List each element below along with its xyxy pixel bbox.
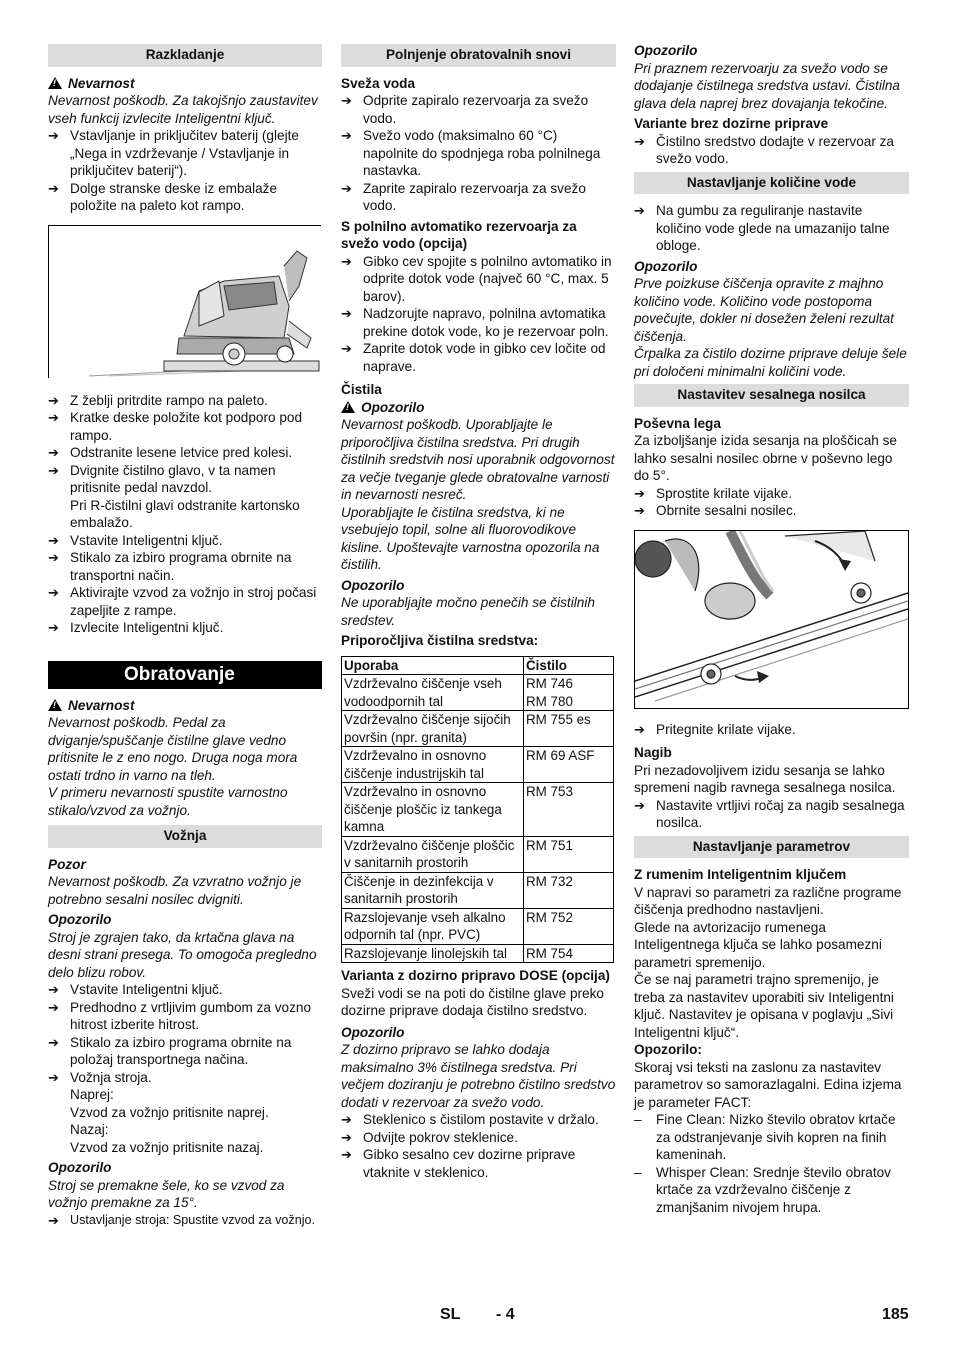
step: ➔ Odstranite lesene letvice pred kolesi. <box>48 444 322 462</box>
note-text: Črpalka za čistilo dozirne priprave deluje šele pri določeni minimalni količini vode. <box>634 346 907 379</box>
step: ➔ Pritegnite krilate vijake. <box>634 721 909 739</box>
step: ➔ Dolge stranske deske iz embalaže položite na paleto kot rampo. <box>48 180 322 215</box>
table-row <box>342 908 614 944</box>
step: ➔ Čistilno sredstvo dodajte v rezervoar za svežo vodo. <box>634 133 909 168</box>
table-cell: Vzdrževalno čiščenje ploščic v sanitarnih prostorih <box>342 836 524 872</box>
step: ➔ Nadzorujte napravo, polnilna avtomatika prekine dotok vode, ko je rezervoar poln. <box>341 305 616 340</box>
table-cell: RM 755 es <box>524 711 614 747</box>
step: ➔ Stikalo za izbiro programa obrnite na položaj transportnega načina. <box>48 1034 322 1069</box>
step: ➔ Obrnite sesalni nosilec. <box>634 502 909 520</box>
paragraph: Skoraj vsi teksti na zaslonu za nastavitev parametrov so samorazlagalni. Edina izjema je parameter FACT: <box>634 1059 902 1110</box>
step: ➔ Svežo vodo (maksimalno 60 °C) napolnite do spodnjega roba polnilnega nastavka. <box>341 127 616 180</box>
note-text: Ne uporabljajte močno penečih se čistilnih sredstev. <box>341 595 595 628</box>
danger-label: !Nevarnost <box>48 75 322 93</box>
table-cell: RM 69 ASF <box>524 747 614 783</box>
section-heading-razkladanje: Razkladanje <box>48 44 322 67</box>
section-heading-kolicina-vode: Nastavljanje količine vode <box>634 172 909 195</box>
machine-on-ramp-figure <box>48 225 321 378</box>
table-row <box>342 675 614 711</box>
step: ➔ Kratke deske položite kot podporo pod rampo. <box>48 409 322 444</box>
step: ➔ Steklenico s čistilom postavite v držalo. <box>341 1111 616 1129</box>
note-text: Pri praznem rezervoarju za svežo vodo se dodajanje čistilnega sredstva ustavi. Čistilna glava dela naprej brez dovajanja tekočine. <box>634 60 900 111</box>
danger-label: !Nevarnost <box>48 697 322 715</box>
warning-text: Nevarnost poškodb. Uporabljajte le priporočljiva čistilna sredstva. Pri drugih čistilnih sredstvih nosi uporabnik odgovornost za večje tveganje glede obratovalne varnosti in nevarnosti nesreč. <box>341 417 615 502</box>
step: ➔ Sprostite krilate vijake. <box>634 485 909 503</box>
table-header-cell: Uporaba <box>342 656 524 675</box>
step: ➔ Vožnja stroja. <box>48 1069 322 1087</box>
subheading: Poševna lega <box>634 415 721 431</box>
step-note: Vzvod za vožnjo pritisnite naprej. <box>70 1104 269 1120</box>
note-text: Prve poizkuse čiščenja opravite z majhno količino vode. Količino vode postopoma povečujte, dokler ni dosežen želeni rezultat čiščenja. <box>634 276 894 344</box>
step: ➔ Aktivirajte vzvod za vožnjo in stroj počasi zapeljite z rampe. <box>48 584 322 619</box>
paragraph: Glede na avtorizacijo rumenega Inteligentnega ključa se lahko posamezni parametri spremenijo. <box>634 919 882 970</box>
section-heading-voznja: Vožnja <box>48 825 322 848</box>
column-3 <box>634 40 909 1216</box>
footer-page-number: 185 <box>882 1306 909 1323</box>
step: ➔ Dvignite čistilno glavo, v ta namen pritisnite pedal navzdol. <box>48 462 322 497</box>
step: ➔ Odvijte pokrov steklenice. <box>341 1129 616 1147</box>
step: ➔ Odprite zapiralo rezervoarja za svežo vodo. <box>341 92 616 127</box>
note-label: Opozorilo <box>48 1160 112 1175</box>
step-note: Naprej: <box>70 1087 114 1102</box>
caution-label: Pozor <box>48 856 86 872</box>
chapter-heading-obratovanje: Obratovanje <box>48 661 322 689</box>
subheading: Z rumenim Inteligentnim ključem <box>634 867 847 882</box>
step: ➔ Zaprite dotok vode in gibko cev ločite od naprave. <box>341 340 616 375</box>
table-cell: Čiščenje in dezinfekcija v sanitarnih prostorih <box>342 872 524 908</box>
step: ➔ Predhodno z vrtljivim gumbom za vozno hitrost izberite hitrost. <box>48 999 322 1034</box>
table-header-row <box>342 656 614 675</box>
warning-triangle-icon <box>48 77 62 89</box>
squeegee-figure <box>634 530 909 709</box>
table-cell: Vzdrževalno in osnovno čiščenje industrijskih tal <box>342 747 524 783</box>
note-text: Stroj je zgrajen tako, da krtačna glava na desni strani presega. To omogoča preglednо delo blizu robov. <box>48 929 317 980</box>
paragraph: Če se naj parametri trajno spremenijo, je treba za nastavitev uporabiti siv Inteligentni ključ. Nastavitev je opisana v poglavju „Sivi Inteligentni ključ“. <box>634 972 894 1040</box>
subheading: Variante brez dozirne priprave <box>634 116 829 131</box>
danger-text: V primeru nevarnosti spustite varnostno stikalo/vzvod za vožnjo. <box>48 785 288 818</box>
subheading: Nagib <box>634 745 672 760</box>
table-header-cell: Čistilo <box>524 656 614 675</box>
note-text: Stroj se premakne šele, ko se vzvod za vožnjo premakne za 15°. <box>48 1177 285 1210</box>
step: ➔ Vstavite Inteligentni ključ. <box>48 532 322 550</box>
squeegee-illustration <box>635 531 908 708</box>
table-title: Priporočljiva čistilna sredstva: <box>341 633 539 648</box>
subheading: Čistila <box>341 382 382 397</box>
paragraph: Sveži vodi se na poti do čistilne glave preko dozirne priprave dodaja čistilno sredstvo. <box>341 985 604 1018</box>
step-note: Vzvod za vožnjo pritisnite nazaj. <box>70 1139 264 1155</box>
table-cell: RM 732 <box>524 872 614 908</box>
step: ➔ Nastavite vrtljivi ročaj za nagib sesalnega nosilca. <box>634 797 909 832</box>
table-row <box>342 944 614 963</box>
step: ➔ Gibko cev spojite s polnilno avtomatiko in odprite dotok vode (največ 60 °C, max. 5 barov). <box>341 253 616 306</box>
paragraph: Za izboljšanje izida sesanja na ploščicah se lahko sesalni nosilec obrne v poševno lego do 5°. <box>634 433 897 483</box>
table-cell: Razslojevanje vseh alkalno odpornih tal (npr. PVC) <box>342 908 524 944</box>
note-label: Opozorilo <box>48 912 112 927</box>
table-cell: Vzdrževalno čiščenje vseh vodoodpornih tal <box>342 675 524 711</box>
note-label: Opozorilo <box>634 43 698 58</box>
footer-section: - 4 <box>496 1306 515 1323</box>
note-label: Opozorilo <box>341 1024 405 1040</box>
footer-language: SL <box>440 1306 461 1323</box>
table-cell: RM 752 <box>524 908 614 944</box>
section-heading-sesalni-nosilec: Nastavitev sesalnega nosilca <box>634 384 909 407</box>
table-row <box>342 711 614 747</box>
warning-triangle-icon <box>341 401 355 413</box>
danger-text: Nevarnost poškodb. Za takojšnjo zaustavitev vseh funkcij izvlecite Inteligentni ključ. <box>48 93 318 126</box>
note-label: Opozorilo <box>341 577 405 593</box>
list-item: – Fine Clean: Nizko število obratov krtače za odstranjevanje sivih kopren na finih kameninah. <box>634 1111 909 1164</box>
section-heading-parametri: Nastavljanje parametrov <box>634 836 909 859</box>
caution-text: Nevarnost poškodb. Za vzvratno vožnjo je potrebno sesalni nosilec dvigniti. <box>48 874 302 907</box>
table-cell: RM 751 <box>524 836 614 872</box>
step: ➔ Zaprite zapiralo rezervoarja za svežo vodo. <box>341 180 616 215</box>
step-note: Nazaj: <box>70 1122 109 1137</box>
column-1 <box>48 40 322 1229</box>
table-row <box>342 783 614 837</box>
table-cell: Razslojevanje linolejskih tal <box>342 944 524 963</box>
detergent-table <box>341 656 614 964</box>
table-cell: Vzdrževalno in osnovno čiščenje ploščic iz tankega kamna <box>342 783 524 837</box>
subheading: S polnilnо avtomatiko rezervoarja za svežo vodo (opcija) <box>341 218 577 251</box>
step: ➔ Na gumbu za reguliranje nastavite količino vode glede na umazanijo talne obloge. <box>634 202 909 255</box>
table-cell: RM 753 <box>524 783 614 837</box>
note-label: Opozorilo <box>634 258 698 274</box>
step: ➔ Z žeblji pritrdite rampo na paleto. <box>48 392 322 410</box>
table-row <box>342 747 614 783</box>
step: ➔ Stikalo za izbiro programa obrnite na transportni način. <box>48 549 322 584</box>
table-row <box>342 872 614 908</box>
column-2 <box>341 40 616 1181</box>
subheading: Varianta z dozirno pripravo DOSE (opcija) <box>341 968 610 983</box>
warning-triangle-icon <box>48 699 62 711</box>
step: ➔ Ustavljanje stroja: Spustite vzvod za vožnjo. <box>48 1212 322 1230</box>
note-text: Z dozirno pripravo se lahko dodaja maksimalno 3% čistilnega sredstva. Pri večjem doziranju je potrebno čistilno sredstvo dodati v rezervoar za svežo vodo. <box>341 1042 616 1110</box>
warning-text: Uporabljajte le čistilna sredstva, ki ne vsebujejo topil, solne ali fluorovodikove kisline. Upoštevajte varnostna opozorila na čistilih. <box>341 504 600 572</box>
danger-text: Nevarnost poškodb. Pedal za dviganje/spuščanje čistilne glave vedno pritisnite le z eno nogo. Druga noga mora ostati trdno in varno na tleh. <box>48 715 298 783</box>
section-heading-polnjenje: Polnjenje obratovalnih snovi <box>341 44 616 67</box>
warning-label: !Opozorilo <box>341 399 616 417</box>
table-cell: RM 754 <box>524 944 614 963</box>
table-cell: RM 746 RM 780 <box>524 675 614 711</box>
subheading: Sveža voda <box>341 75 416 91</box>
step: ➔ Vstavljanje in priključitev baterij (glejte „Nega in vzdrževanje / Vstavljanje in priključitev baterij“). <box>48 127 322 180</box>
table-row <box>342 836 614 872</box>
table-cell: Vzdrževalno čiščenje sijočih površin (npr. granita) <box>342 711 524 747</box>
paragraph: V napravi so parametri za različne programe čiščenja predhodno nastavljeni. <box>634 884 902 917</box>
step: ➔ Izvlecite Inteligentni ključ. <box>48 619 322 637</box>
note-label: Opozorilo: <box>634 1042 702 1057</box>
paragraph: Pri nezadovoljivem izidu sesanja se lahko spremeni nagib ravnega sesalnega nosilca. <box>634 762 896 795</box>
step: ➔ Gibko sesalno cev dozirne priprave vtaknite v steklenico. <box>341 1146 616 1181</box>
list-item: – Whisper Clean: Srednje število obratov krtače za vzdrževalno čiščenje z zmanjšanim nivojem hrupa. <box>634 1164 909 1217</box>
scrubber-illustration <box>49 226 321 378</box>
step: ➔ Vstavite Inteligentni ključ. <box>48 981 322 999</box>
step-note: Pri R-čistilni glavi odstranite kartonsko embalažo. <box>70 497 300 530</box>
